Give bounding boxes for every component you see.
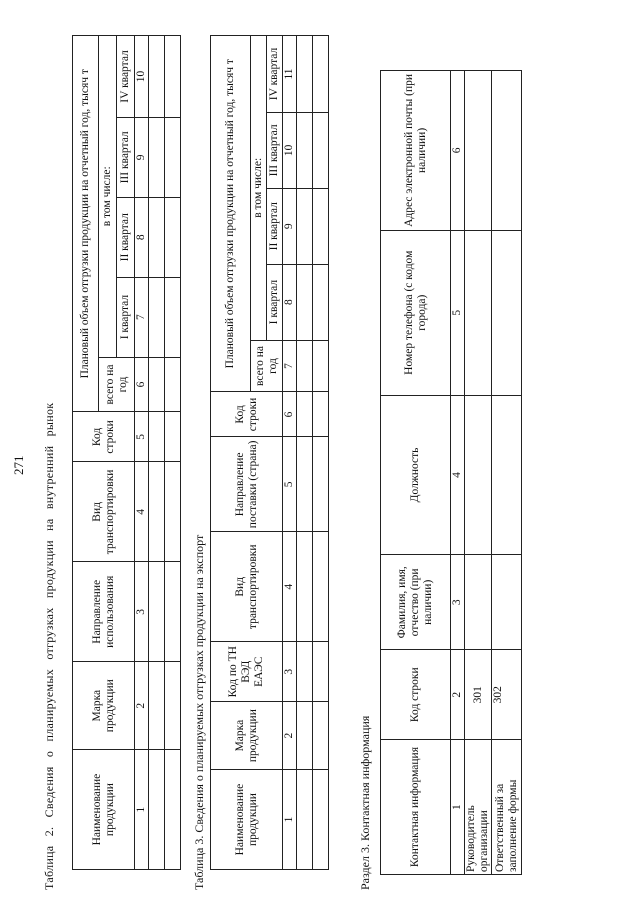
t2-h-q1: I квартал	[117, 277, 135, 357]
s3-h-phone: Номер телефона (с кодом города)	[381, 230, 451, 395]
t3-h-transport: Вид транспортировки	[211, 532, 283, 642]
t2-h-q3: III квартал	[117, 117, 135, 197]
t3-h-destination: Направление поставки (страна)	[211, 437, 283, 532]
t2-num: 6	[135, 357, 149, 412]
t3-num: 8	[283, 264, 297, 340]
table2	[72, 35, 181, 870]
s3-h-fio: Фамилия, имя, отчество (при наличии)	[381, 555, 451, 650]
t3-h-plan: Плановый объем отгрузки продукции на отчетный год, тысяч т	[211, 36, 251, 392]
t3-num: 1	[283, 770, 297, 870]
page-number: 271	[11, 455, 26, 475]
s3-h-contact: Контактная информация	[381, 740, 451, 875]
s3-h-email: Адрес электронной почты (при наличии)	[381, 71, 451, 231]
table2-title: Таблица 2. Сведения о планируемых отгрузках продукции на внутренний рынок	[42, 402, 56, 890]
s3-h-position: Должность	[381, 395, 451, 555]
t2-h-name: Наименование продукции	[73, 750, 135, 870]
t2-h-q4: IV квартал	[117, 36, 135, 118]
s3-num: 3	[451, 555, 465, 650]
t3-num: 7	[283, 340, 297, 392]
table-row	[149, 36, 165, 870]
t3-h-name: Наименование продукции	[211, 770, 283, 870]
t3-h-incl: в том числе:	[251, 36, 267, 341]
t2-h-brand: Марка продукции	[73, 662, 135, 750]
s3-row-label: Ответственный за заполнение формы	[492, 740, 522, 875]
t3-h-q2: II квартал	[267, 188, 283, 264]
section3-title: Раздел 3. Контактная информация	[358, 715, 372, 890]
t3-h-code: Код строки	[211, 392, 283, 437]
t2-num: 9	[135, 117, 149, 197]
t3-num: 9	[283, 188, 297, 264]
t3-h-q4: IV квартал	[267, 36, 283, 113]
t2-num: 4	[135, 462, 149, 562]
s3-row-label: Руководитель организации	[465, 740, 492, 875]
t3-num: 3	[283, 642, 297, 702]
t3-h-q3: III квартал	[267, 112, 283, 188]
table-row	[297, 36, 313, 870]
s3-num: 6	[451, 71, 465, 231]
s3-num: 2	[451, 650, 465, 740]
t2-num: 1	[135, 750, 149, 870]
t3-h-tnved: Код по ТН ВЭД ЕАЭС	[211, 642, 283, 702]
section3-table	[380, 70, 522, 875]
t2-num: 10	[135, 36, 149, 118]
t3-h-total: всего на год	[251, 340, 283, 392]
t3-num: 10	[283, 112, 297, 188]
t3-h-q1: I квартал	[267, 264, 283, 340]
t2-h-q2: II квартал	[117, 197, 135, 277]
t2-h-transport: Вид транспортировки	[73, 462, 135, 562]
t2-h-incl: в том числе:	[99, 36, 117, 358]
t3-num: 5	[283, 437, 297, 532]
table-row	[313, 36, 329, 870]
s3-num: 4	[451, 395, 465, 555]
t2-num: 5	[135, 412, 149, 462]
t2-h-plan: Плановый объем отгрузки продукции на отчетный год, тысяч т	[73, 36, 99, 412]
t2-num: 2	[135, 662, 149, 750]
t3-num: 11	[283, 36, 297, 113]
t2-num: 8	[135, 197, 149, 277]
t2-h-code: Код строки	[73, 412, 135, 462]
t2-num: 7	[135, 277, 149, 357]
s3-row-code: 302	[492, 650, 522, 740]
s3-num: 1	[451, 740, 465, 875]
table-row	[492, 71, 522, 875]
table3-title: Таблица 3. Сведения о планируемых отгрузках продукции на экспорт	[192, 534, 206, 890]
s3-num: 5	[451, 230, 465, 395]
table-row	[465, 71, 492, 875]
s3-row-code: 301	[465, 650, 492, 740]
t2-h-total: всего на год	[99, 357, 135, 412]
t2-num: 3	[135, 562, 149, 662]
t3-num: 4	[283, 532, 297, 642]
t3-num: 2	[283, 702, 297, 770]
table-row	[165, 36, 181, 870]
table3	[210, 35, 329, 870]
t3-h-brand: Марка продукции	[211, 702, 283, 770]
t3-num: 6	[283, 392, 297, 437]
t2-h-direction: Направление использования	[73, 562, 135, 662]
s3-h-code: Код строки	[381, 650, 451, 740]
